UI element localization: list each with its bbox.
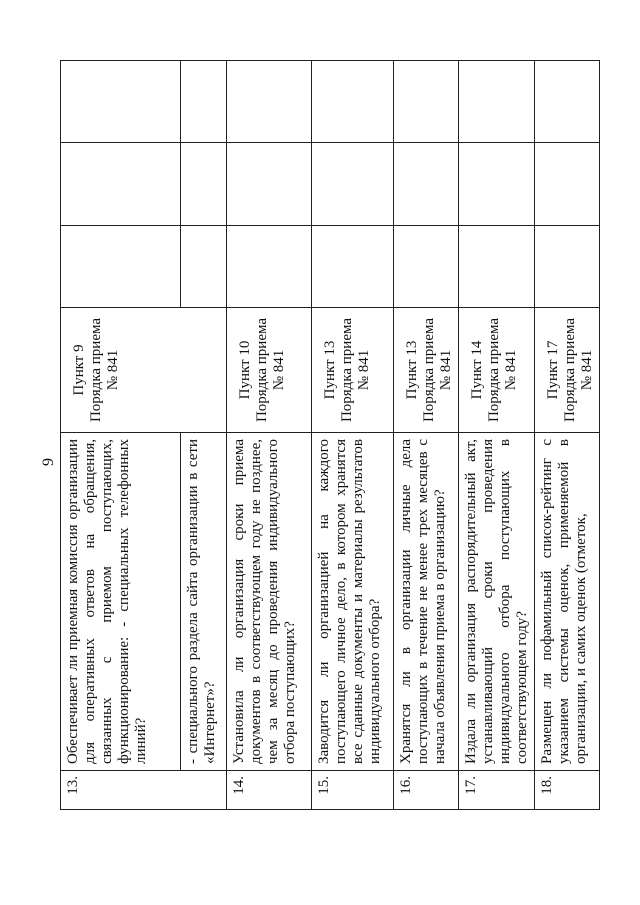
answer-cell-na xyxy=(459,61,535,143)
reference-order: Порядка приема № 841 xyxy=(339,317,372,423)
row-number: 16. xyxy=(394,771,459,810)
answer-cell-yes xyxy=(394,225,459,307)
table-row xyxy=(535,61,600,810)
reference-point: Пункт 17 xyxy=(545,340,561,400)
answer-cell-yes xyxy=(312,225,394,307)
table-row xyxy=(227,61,312,810)
page-number: 9 xyxy=(40,458,57,466)
inspection-checklist-table xyxy=(60,60,600,810)
answer-cell-no xyxy=(61,143,181,225)
answer-cell-no xyxy=(394,143,459,225)
answer-cell-yes xyxy=(61,225,181,307)
reference-point: Пункт 13 xyxy=(322,340,338,400)
row-number: 18. xyxy=(535,771,600,810)
question-cell: Заводится ли организацией на каждого поступающего личное дело, в котором хранятся все сданные документы и материалы результатов индивидуального отбора? xyxy=(312,433,394,771)
row-number: 14. xyxy=(227,771,312,810)
table-row xyxy=(394,61,459,810)
table-row xyxy=(61,61,181,810)
reference-order: Порядка приема № 841 xyxy=(88,317,121,423)
reference-order: Порядка приема № 841 xyxy=(254,317,287,423)
sub-question-cell: - специального раздела сайта организации в сети «Интернет»? xyxy=(181,433,227,771)
question-cell: Обеспечивает ли приемная комиссия организации для оперативных ответов на обращения, связанных с приемом поступающих, функционирование: - специальных телефонных линий? xyxy=(61,433,181,771)
question-cell: Хранятся ли в организации личные дела поступающих в течение не менее трех месяцев с начала объявления приема в организацию? xyxy=(394,433,459,771)
answer-cell-yes xyxy=(535,225,600,307)
row-number: 17. xyxy=(459,771,535,810)
reference-cell xyxy=(535,308,600,433)
reference-point: Пункт 10 xyxy=(237,340,253,400)
reference-order: Порядка приема № 841 xyxy=(486,317,519,423)
answer-cell-na xyxy=(227,61,312,143)
question-cell: Размещен ли пофамильный список-рейтинг с указанием системы оценок, применяемой в организации, и самих оценок (отметок, xyxy=(535,433,600,771)
answer-cell-na xyxy=(394,61,459,143)
answer-cell-na xyxy=(181,61,227,143)
answer-cell-no xyxy=(535,143,600,225)
question-cell: Издала ли организация распорядительный акт, устанавливающий сроки проведения индивидуального отбора поступающих в соответствующем году? xyxy=(459,433,535,771)
table-row xyxy=(312,61,394,810)
reference-point: Пункт 14 xyxy=(469,340,485,400)
answer-cell-na xyxy=(535,61,600,143)
reference-cell xyxy=(61,308,227,433)
answer-cell-yes xyxy=(459,225,535,307)
answer-cell-yes xyxy=(181,225,227,307)
answer-cell-yes xyxy=(227,225,312,307)
answer-cell-no xyxy=(181,143,227,225)
table-row xyxy=(181,61,227,810)
row-number: 15. xyxy=(312,771,394,810)
rotated-page xyxy=(60,60,595,810)
reference-order: Порядка приема № 841 xyxy=(562,317,595,423)
reference-cell xyxy=(394,308,459,433)
reference-order: Порядка приема № 841 xyxy=(421,317,454,423)
answer-cell-no xyxy=(459,143,535,225)
table-row xyxy=(459,61,535,810)
reference-cell xyxy=(312,308,394,433)
answer-cell-no xyxy=(227,143,312,225)
reference-point: Пункт 13 xyxy=(404,340,420,400)
reference-cell xyxy=(459,308,535,433)
answer-cell-no xyxy=(312,143,394,225)
answer-cell-na xyxy=(61,61,181,143)
row-number: 13. xyxy=(61,771,227,810)
reference-point: Пункт 9 xyxy=(71,344,87,396)
answer-cell-na xyxy=(312,61,394,143)
reference-cell xyxy=(227,308,312,433)
question-cell: Установила ли организация сроки приема документов в соответствующем году не позднее, чем за месяц до проведения индивидуального отбора поступающих? xyxy=(227,433,312,771)
